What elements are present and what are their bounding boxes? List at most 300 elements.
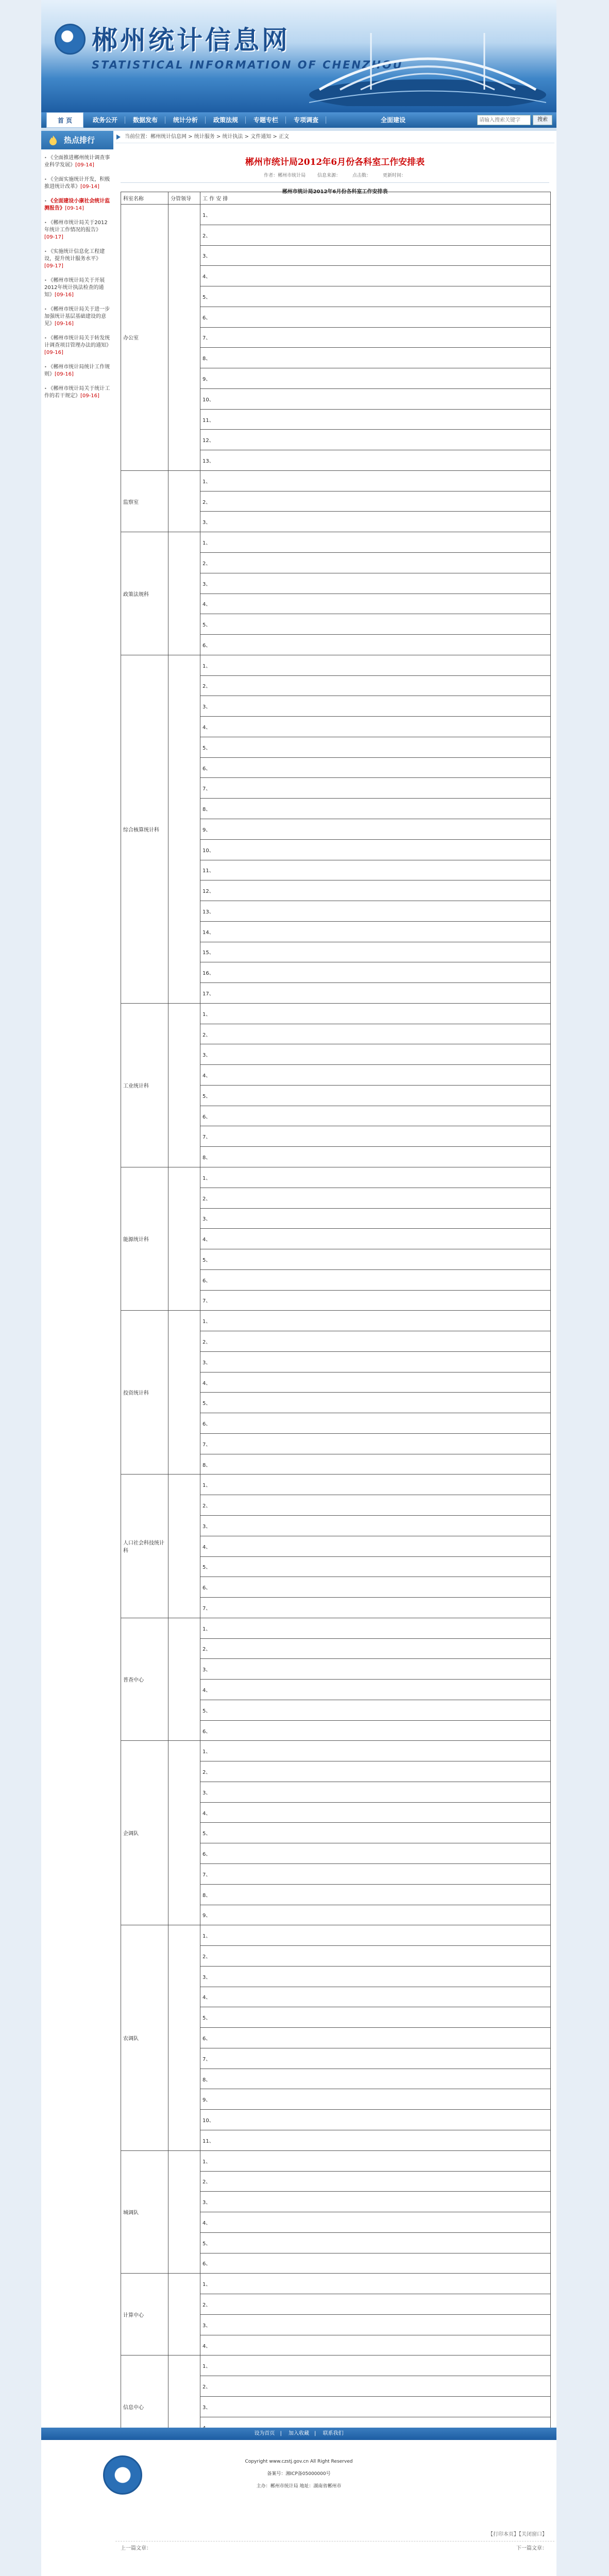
department-leader <box>168 1167 200 1310</box>
breadcrumb-text[interactable]: 当前位置：郴州统计信息网 > 统计服务 > 统计执法 > 文件通知 > 正文 <box>125 134 289 140</box>
task-cell <box>200 286 551 307</box>
task-number: 3、 <box>202 1360 211 1366</box>
task-number: 2、 <box>202 1032 211 1038</box>
task-number: 1、 <box>202 1934 211 1940</box>
task-number: 2、 <box>202 684 211 690</box>
task-number: 1、 <box>202 1011 211 1018</box>
work-plan-body <box>121 205 551 2520</box>
task-cell <box>200 1044 551 1065</box>
hot-ranking-title-text[interactable]: 《全面实施统计开发，积极推进统计改革》 <box>44 177 110 190</box>
task-number: 4、 <box>202 1810 211 1817</box>
task-number: 2、 <box>202 2302 211 2308</box>
task-number: 3、 <box>202 1974 211 1980</box>
table-header-row <box>121 192 551 205</box>
task-cell <box>200 901 551 922</box>
task-cell <box>200 635 551 655</box>
hot-ranking-date: [09-17] <box>44 234 63 240</box>
meta-clicks: 点击数： <box>352 173 371 178</box>
hot-ranking-date: [09-17] <box>44 263 63 269</box>
department-name: 计算中心 <box>121 2274 168 2355</box>
task-cell <box>200 532 551 553</box>
task-number: 1、 <box>202 2364 211 2370</box>
hot-ranking-item[interactable] <box>44 385 111 400</box>
footer-links-bar: 设为首页 | 加入收藏 | 联系我们 <box>41 2428 556 2440</box>
task-cell <box>200 1782 551 1802</box>
article-bottom <box>115 2530 554 2550</box>
task-cell <box>200 2274 551 2294</box>
task-cell <box>200 1864 551 1885</box>
hot-ranking-item[interactable] <box>44 364 111 378</box>
task-cell <box>200 717 551 737</box>
task-number: 7、 <box>202 2056 211 2062</box>
task-number: 5、 <box>202 2015 211 2022</box>
task-cell <box>200 921 551 942</box>
task-number: 4、 <box>202 602 211 608</box>
task-cell <box>200 1823 551 1843</box>
task-number: 10、 <box>202 397 214 403</box>
task-cell <box>200 348 551 368</box>
task-cell <box>200 2028 551 2048</box>
table-row <box>121 1003 551 1024</box>
nav-regulations[interactable]: 政策法规 <box>213 116 238 124</box>
task-cell <box>200 1516 551 1536</box>
task-cell <box>200 266 551 286</box>
department-name: 普查中心 <box>121 1618 168 1741</box>
task-number: 12、 <box>202 438 214 444</box>
task-cell <box>200 2355 551 2376</box>
hot-ranking-item[interactable] <box>44 198 111 212</box>
task-cell <box>200 450 551 471</box>
address-text: 主办：郴州市统计局 地址：湖南省郴州市 <box>256 2484 342 2489</box>
divider <box>121 182 549 183</box>
task-number: 14、 <box>202 929 214 936</box>
bullet-icon: • <box>44 278 48 283</box>
task-number: 2、 <box>202 2384 211 2391</box>
task-number: 2、 <box>202 1647 211 1653</box>
task-cell <box>200 1208 551 1229</box>
task-number: 2、 <box>202 1770 211 1776</box>
department-leader <box>168 1925 200 2150</box>
task-number: 6、 <box>202 1585 211 1591</box>
task-cell <box>200 1925 551 1946</box>
department-leader <box>168 1618 200 1741</box>
nav-home[interactable]: 首 页 <box>46 112 83 128</box>
task-cell <box>200 1106 551 1126</box>
task-number: 1、 <box>202 540 211 547</box>
task-cell <box>200 1761 551 1782</box>
task-cell <box>200 388 551 409</box>
task-number: 8、 <box>202 1462 211 1468</box>
task-cell <box>200 594 551 614</box>
task-number: 1、 <box>202 1319 211 1325</box>
task-cell <box>200 1720 551 1741</box>
task-cell <box>200 757 551 778</box>
stadium-illustration-icon <box>309 18 546 106</box>
hot-ranking-title-text[interactable]: 《郴州市统计局关于统计工作的若干规定》 <box>44 386 110 399</box>
hot-ranking-date: [09-14] <box>75 162 94 168</box>
task-cell <box>200 1741 551 1761</box>
task-cell <box>200 1843 551 1864</box>
search-input[interactable] <box>477 115 531 125</box>
hot-ranking-title-text[interactable]: 《郴州市统计局关于2012年统计工作情况的报告》 <box>44 220 108 233</box>
task-number: 1、 <box>202 1175 211 1181</box>
task-cell <box>200 491 551 512</box>
task-cell <box>200 1495 551 1516</box>
department-leader <box>168 470 200 532</box>
task-number: 3、 <box>202 1523 211 1530</box>
task-number: 13、 <box>202 909 214 915</box>
task-cell <box>200 962 551 983</box>
task-number: 9、 <box>202 827 211 833</box>
task-cell <box>200 1433 551 1454</box>
header-leader: 分管领导 <box>168 192 200 205</box>
task-cell <box>200 1351 551 1372</box>
task-cell <box>200 368 551 389</box>
department-leader <box>168 1741 200 1925</box>
task-number: 1、 <box>202 663 211 669</box>
nav-gov-affairs[interactable]: 政务公开 <box>92 116 117 124</box>
department-name: 投资统计科 <box>121 1311 168 1475</box>
department-leader <box>168 655 200 1003</box>
task-number: 6、 <box>202 1728 211 1735</box>
task-number: 4、 <box>202 725 211 731</box>
task-number: 4、 <box>202 1073 211 1079</box>
task-cell <box>200 655 551 675</box>
task-number: 5、 <box>202 1257 211 1263</box>
task-cell <box>200 2007 551 2028</box>
hot-ranking-title: 热点排行 <box>64 135 95 145</box>
task-number: 5、 <box>202 1401 211 1407</box>
task-number: 7、 <box>202 1442 211 1448</box>
department-name: 农调队 <box>121 1925 168 2150</box>
table-row <box>121 655 551 675</box>
task-cell <box>200 2089 551 2110</box>
task-cell <box>200 819 551 839</box>
site-logo-icon[interactable] <box>55 24 86 55</box>
nav-divider <box>285 116 286 124</box>
hot-ranking-title-text[interactable]: 《郴州市统计局关于开展2012年统计执法检查的通知》 <box>44 278 105 298</box>
task-cell <box>200 1700 551 1720</box>
task-cell <box>200 2294 551 2315</box>
task-cell <box>200 1802 551 1823</box>
task-number: 5、 <box>202 1565 211 1571</box>
footer-link-contact[interactable]: 联系我们 <box>323 2431 344 2436</box>
task-cell <box>200 225 551 245</box>
task-cell <box>200 2253 551 2274</box>
task-cell <box>200 1167 551 1188</box>
task-cell <box>200 1188 551 1208</box>
task-cell <box>200 799 551 819</box>
task-cell <box>200 2048 551 2069</box>
task-number: 11、 <box>202 868 214 874</box>
hot-ranking-item[interactable] <box>44 219 111 241</box>
nav-special-survey[interactable]: 专项调查 <box>293 116 318 124</box>
task-cell <box>200 675 551 696</box>
article-title: 郴州市统计局2012年6月份各科室工作安排表 <box>245 157 425 167</box>
hot-ranking-date: [09-16] <box>55 292 74 298</box>
task-cell <box>200 1229 551 1249</box>
table-row <box>121 1167 551 1188</box>
task-number: 4、 <box>202 1688 211 1693</box>
task-cell <box>200 614 551 635</box>
task-cell <box>200 1065 551 1086</box>
footer-link-home[interactable]: 设为首页 <box>254 2431 275 2436</box>
breadcrumb <box>115 131 554 143</box>
table-caption: 郴州市统计局2012年6月份各科室工作安排表 <box>282 189 388 195</box>
table-row <box>121 470 551 491</box>
task-number: 6、 <box>202 642 211 649</box>
task-cell <box>200 1680 551 1700</box>
task-number: 10、 <box>202 2118 214 2124</box>
task-cell <box>200 880 551 901</box>
breadcrumb-arrow-icon <box>116 134 121 140</box>
task-number: 7、 <box>202 786 211 792</box>
task-number: 6、 <box>202 1114 211 1120</box>
task-number: 3、 <box>202 2200 211 2206</box>
nav-topics[interactable]: 专题专栏 <box>253 116 278 124</box>
task-cell <box>200 942 551 962</box>
task-number: 2、 <box>202 2179 211 2185</box>
bullet-icon: • <box>44 221 48 225</box>
task-cell <box>200 1987 551 2007</box>
task-number: 3、 <box>202 2404 211 2411</box>
meta-author: 作者：郴州市统计局 <box>264 173 306 178</box>
task-number: 6、 <box>202 1421 211 1428</box>
prev-next-nav <box>115 2541 554 2550</box>
task-cell <box>200 553 551 573</box>
task-cell <box>200 2110 551 2130</box>
task-cell <box>200 1290 551 1311</box>
task-cell <box>200 1659 551 1680</box>
department-name: 人口社会科技统计科 <box>121 1475 168 1618</box>
task-number: 11、 <box>202 2138 214 2144</box>
main-nav <box>41 112 556 128</box>
task-number: 3、 <box>202 520 211 526</box>
department-leader <box>168 1003 200 1167</box>
task-number: 1、 <box>202 1626 211 1632</box>
task-cell <box>200 512 551 532</box>
search-button[interactable]: 搜索 <box>533 115 552 125</box>
site-subtitle: STATISTICAL INFORMATION OF CHENZHOU <box>92 59 403 71</box>
task-cell <box>200 2396 551 2417</box>
task-number: 9、 <box>202 1913 211 1919</box>
footer-copyright <box>41 2455 556 2493</box>
task-cell <box>200 1413 551 1434</box>
site-title[interactable]: 郴州统计信息网 <box>92 25 290 55</box>
task-number: 4、 <box>202 1995 211 2001</box>
hot-ranking-title-text[interactable]: 《全面推进郴州统计调查事业科学发展》 <box>44 155 110 168</box>
task-number: 8、 <box>202 2077 211 2083</box>
task-number: 5、 <box>202 745 211 751</box>
task-cell <box>200 1003 551 1024</box>
table-row <box>121 1741 551 1761</box>
task-cell <box>200 2212 551 2233</box>
task-cell <box>200 2130 551 2150</box>
copyright-text: Copyright www.czstj.gov.cn All Right Reserved <box>245 2459 353 2464</box>
hot-ranking-item[interactable] <box>44 277 111 299</box>
department-leader <box>168 1311 200 1475</box>
task-number: 1、 <box>202 2159 211 2165</box>
table-row <box>121 1618 551 1638</box>
task-number: 4、 <box>202 1237 211 1243</box>
department-name: 城调队 <box>121 2150 168 2274</box>
department-name: 监察室 <box>121 470 168 532</box>
task-cell <box>200 327 551 348</box>
department-name: 企调队 <box>121 1741 168 1925</box>
task-number: 10、 <box>202 848 214 854</box>
task-number: 5、 <box>202 2241 211 2247</box>
task-cell <box>200 1638 551 1659</box>
hot-ranking-item[interactable] <box>44 155 111 169</box>
task-number: 7、 <box>202 1298 211 1304</box>
hot-ranking-item[interactable] <box>44 335 111 357</box>
task-number: 3、 <box>202 1216 211 1223</box>
task-number: 6、 <box>202 1278 211 1284</box>
hot-ranking-date: [09-16] <box>55 371 74 377</box>
hot-ranking-title-text[interactable]: 《全面建设小康社会统计监测报告》 <box>44 198 110 211</box>
hot-ranking-date: [09-14] <box>65 206 84 211</box>
task-cell <box>200 409 551 430</box>
content-wrapper <box>41 0 556 2576</box>
task-cell <box>200 1556 551 1577</box>
department-name: 信息中心 <box>121 2355 168 2458</box>
sidebar <box>41 131 113 407</box>
task-cell <box>200 2314 551 2335</box>
task-number: 2、 <box>202 1954 211 1960</box>
task-number: 9、 <box>202 2097 211 2104</box>
task-cell <box>200 430 551 450</box>
task-cell <box>200 2232 551 2253</box>
task-number: 8、 <box>202 356 211 362</box>
task-number: 8、 <box>202 807 211 813</box>
task-cell <box>200 2335 551 2355</box>
task-number: 3、 <box>202 1667 211 1673</box>
hot-ranking-date: [09-16] <box>55 321 74 327</box>
task-number: 4、 <box>202 1544 211 1550</box>
task-cell <box>200 245 551 266</box>
icp-text: 备案号：湘ICP备05000000号 <box>267 2471 331 2477</box>
next-article-link[interactable]: 下一篇文章： <box>516 2546 547 2551</box>
print-close-links[interactable]: 【打印本页】【关闭窗口】 <box>488 2532 547 2537</box>
hot-ranking-title-text[interactable]: 《郴州市统计局统计工作规则》 <box>44 364 110 377</box>
task-number: 7、 <box>202 335 211 342</box>
task-number: 4、 <box>202 2343 211 2349</box>
task-number: 3、 <box>202 2323 211 2329</box>
task-cell <box>200 1372 551 1393</box>
table-row <box>121 1311 551 1331</box>
task-cell <box>200 1966 551 1987</box>
task-cell <box>200 205 551 225</box>
task-number: 6、 <box>202 766 211 772</box>
hot-ranking-item[interactable] <box>44 306 111 328</box>
task-number: 12、 <box>202 889 214 895</box>
task-cell <box>200 1126 551 1147</box>
table-row <box>121 532 551 553</box>
meta-updated: 更新时间： <box>382 173 406 178</box>
task-cell <box>200 778 551 799</box>
prev-article-link[interactable]: 上一篇文章： <box>121 2546 151 2551</box>
task-number: 2、 <box>202 1339 211 1345</box>
task-cell <box>200 1577 551 1598</box>
task-number: 7、 <box>202 1134 211 1141</box>
task-number: 1、 <box>202 212 211 218</box>
task-cell <box>200 470 551 491</box>
task-number: 2、 <box>202 561 211 567</box>
task-number: 2、 <box>202 1503 211 1510</box>
department-leader <box>168 2150 200 2274</box>
task-cell <box>200 696 551 717</box>
department-name: 工业统计科 <box>121 1003 168 1167</box>
footer <box>41 2440 556 2522</box>
task-number: 5、 <box>202 1093 211 1099</box>
article-meta <box>115 172 554 178</box>
task-cell <box>200 1536 551 1556</box>
table-row <box>121 2355 551 2376</box>
table-row <box>121 1925 551 1946</box>
task-number: 8、 <box>202 1155 211 1161</box>
hot-ranking-item[interactable] <box>44 248 111 270</box>
hot-ranking-title-text[interactable]: 《郴州市统计局关于转发统计调查项目管理办法的通知》 <box>44 335 111 348</box>
nav-data-release[interactable]: 数据发布 <box>132 116 158 124</box>
task-cell <box>200 1618 551 1638</box>
task-number: 4、 <box>202 2220 211 2226</box>
task-number: 3、 <box>202 253 211 260</box>
nav-building[interactable]: 全面建设 <box>380 116 405 124</box>
task-number: 7、 <box>202 1605 211 1612</box>
task-cell <box>200 2192 551 2212</box>
task-number: 1、 <box>202 2282 211 2288</box>
task-cell <box>200 1249 551 1270</box>
department-leader <box>168 1475 200 1618</box>
task-cell <box>200 1884 551 1905</box>
work-plan-table <box>121 192 551 2520</box>
flame-icon <box>47 135 59 145</box>
nav-divider <box>205 116 206 124</box>
bullet-icon: • <box>44 177 48 182</box>
task-number: 16、 <box>202 971 214 977</box>
task-number: 1、 <box>202 1483 211 1489</box>
department-name: 综合核算统计科 <box>121 655 168 1003</box>
task-cell <box>200 1085 551 1106</box>
task-cell <box>200 2069 551 2089</box>
bullet-icon: • <box>44 156 48 160</box>
hot-ranking-item[interactable] <box>44 176 111 191</box>
hot-ranking-title-text[interactable]: 《郴州市统计局关于进一步加强统计基层基础建设的意见》 <box>44 307 110 327</box>
task-number: 3、 <box>202 581 211 587</box>
hot-ranking-title-text[interactable]: 《实施统计信息化工程建设，提升统计服务水平》 <box>44 249 105 262</box>
task-number: 3、 <box>202 1790 211 1796</box>
department-name: 办公室 <box>121 205 168 471</box>
task-cell <box>200 737 551 757</box>
header-department: 科室名称 <box>121 192 168 205</box>
hot-ranking-header <box>41 131 113 149</box>
nav-divider <box>245 116 246 124</box>
task-cell <box>200 983 551 1004</box>
department-name: 政策法规科 <box>121 532 168 655</box>
bullet-icon: • <box>44 199 48 204</box>
footer-link-favorite[interactable]: 加入收藏 <box>289 2431 309 2436</box>
task-number: 2、 <box>202 499 211 505</box>
task-number: 5、 <box>202 1708 211 1714</box>
task-cell <box>200 1946 551 1967</box>
site-banner <box>41 0 556 112</box>
task-number: 4、 <box>202 1380 211 1386</box>
department-name: 能源统计科 <box>121 1167 168 1310</box>
task-cell <box>200 307 551 327</box>
table-row <box>121 2150 551 2171</box>
nav-analysis[interactable]: 统计分析 <box>173 116 198 124</box>
task-cell <box>200 573 551 594</box>
